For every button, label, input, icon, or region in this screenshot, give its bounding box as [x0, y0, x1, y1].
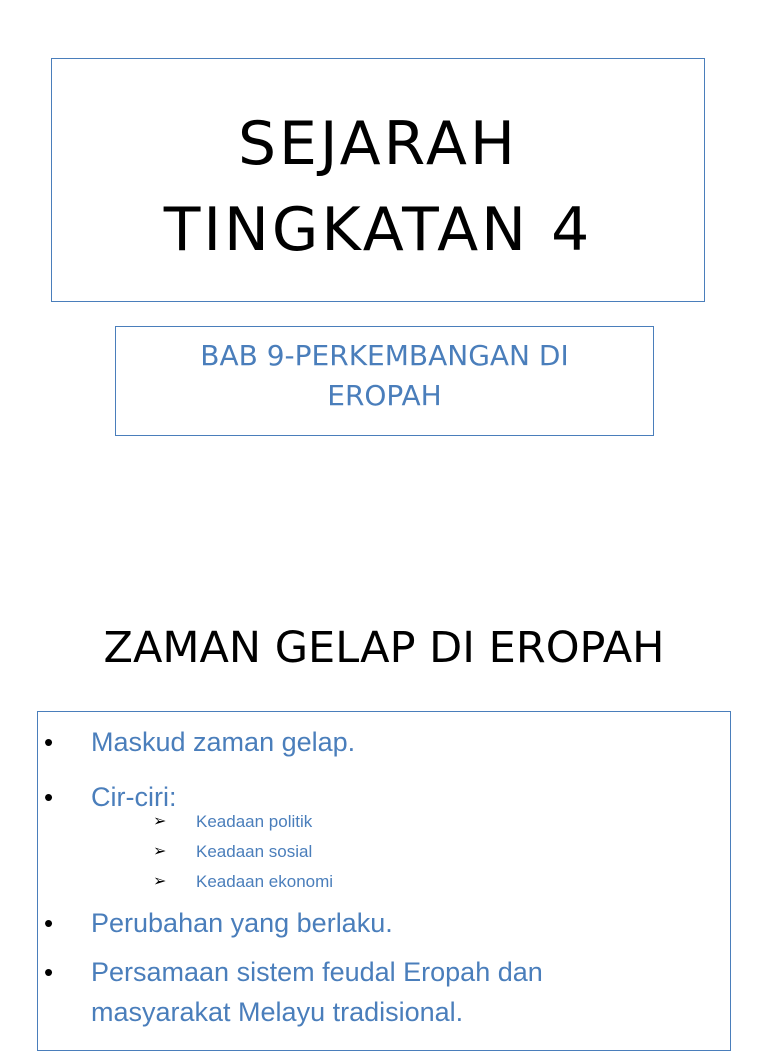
subtitle-line-2: EROPAH — [327, 379, 442, 412]
title-box — [51, 58, 705, 302]
title-line-1: SEJARAH — [237, 109, 519, 179]
arrowhead-icon: ➢ — [153, 813, 167, 830]
bullet-text: Perubahan yang berlaku. — [91, 908, 393, 938]
sub-bullet-text: Keadaan sosial — [196, 842, 313, 861]
subtitle-line-1: BAB 9-PERKEMBANGAN DI — [200, 339, 569, 372]
sub-bullet-text: Keadaan politik — [196, 812, 313, 831]
bullet-dot-icon: • — [44, 957, 54, 987]
content-box — [37, 711, 731, 1051]
bullet-dot-icon: • — [44, 908, 54, 938]
arrowhead-icon: ➢ — [153, 843, 167, 860]
slide-heading: ZAMAN GELAP DI EROPAH — [103, 623, 665, 673]
slide-title — [52, 101, 704, 273]
bullet-dot-icon: • — [44, 727, 54, 757]
title-line-2: TINGKATAN 4 — [163, 195, 593, 265]
slide-subtitle — [116, 336, 653, 416]
bullet-text: masyarakat Melayu tradisional. — [91, 997, 464, 1027]
bullet-text: Persamaan sistem feudal Eropah dan — [91, 957, 543, 987]
arrowhead-icon: ➢ — [153, 873, 167, 890]
bullet-dot-icon: • — [44, 782, 54, 812]
sub-bullet-text: Keadaan ekonomi — [196, 872, 334, 891]
bullet-text: Cir-ciri: — [91, 782, 177, 812]
bullet-text: Maskud zaman gelap. — [91, 727, 356, 757]
subtitle-box — [115, 326, 654, 436]
